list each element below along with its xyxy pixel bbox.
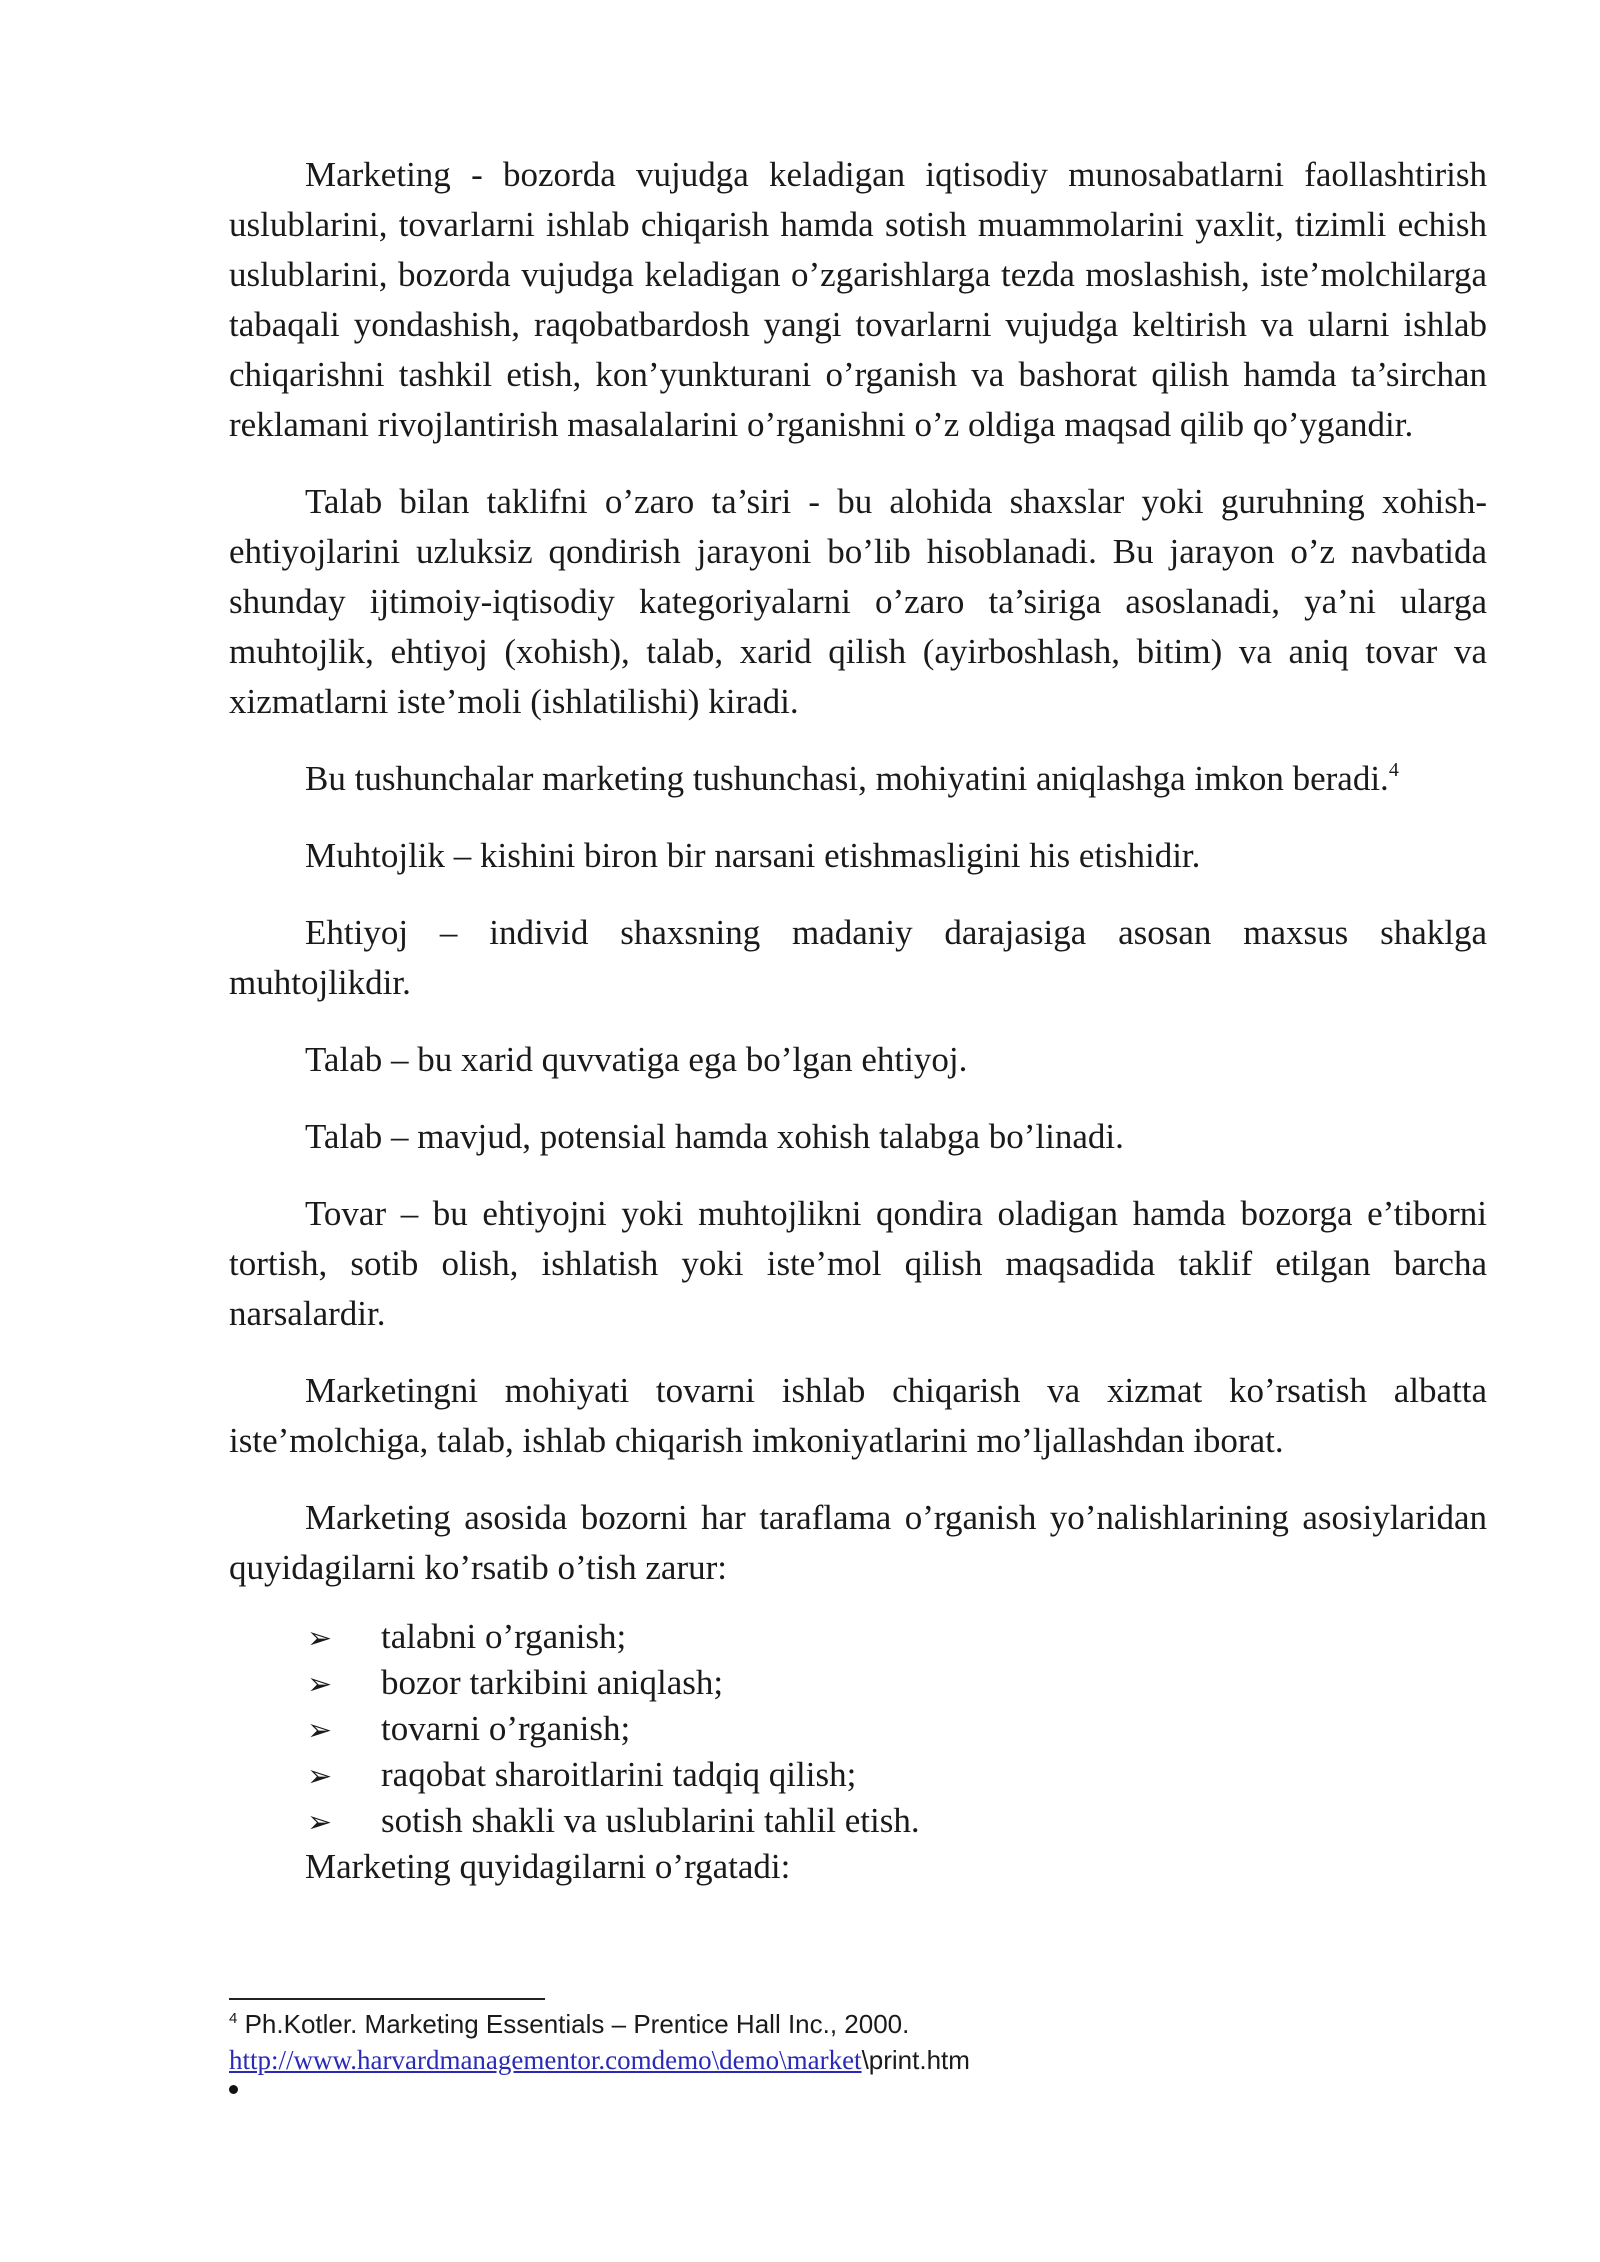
paragraph-supply-demand: Talab bilan taklifni o’zaro ta’siri - bu alohida shaxslar yoki guruhning xohish-ehtiyojlarini uzluksiz qondirish jarayoni bo’lib hisoblanadi. Bu jarayon o’z navbatida shunday ijtimoiy-iqtisodiy kategoriyalarni o’zaro ta’siriga asoslanadi, ya’ni ularga muhtojlik, ehtiyoj (xohish), talab, xarid qilish (ayirboshlash, bitim) va aniq tovar va xizmatlarni iste’moli (ishlatilishi) kiradi. bbox=[229, 482, 1487, 721]
footnote-reference[interactable]: 4 bbox=[1388, 759, 1399, 781]
research-directions-list bbox=[229, 1615, 1487, 1845]
paragraph-tovar: Tovar – bu ehtiyojni yoki muhtojlikni qondira oladigan hamda bozorga e’tiborni tortish, sotib olish, ishlatish yoki iste’mol qilish maqsadida taklif etilgan barcha narsalardir. bbox=[229, 1194, 1487, 1333]
paragraph-marketing-essence: Marketingni mohiyati tovarni ishlab chiqarish va xizmat ko’rsatish albatta iste’molchiga, talab, ishlab chiqarish imkoniyatlarini mo’ljallashdan iborat. bbox=[229, 1371, 1487, 1460]
paragraph-ehtiyoj: Ehtiyoj – individ shaxsning madaniy darajasiga asosan maxsus shaklga muhtojlikdir. bbox=[229, 913, 1487, 1002]
paragraph-concepts bbox=[229, 754, 1487, 804]
paragraph-research-directions: Marketing asosida bozorni har taraflama o’rganish yo’nalishlarining asosiylaridan quyidagilarni ko’rsatib o’tish zarur: bbox=[229, 1498, 1487, 1587]
list-item-text: talabni o’rganish; bbox=[381, 1617, 627, 1656]
list-item-text: raqobat sharoitlarini tadqiq qilish; bbox=[381, 1755, 857, 1794]
arrow-bullet-icon: ➢ bbox=[307, 1759, 333, 1794]
list-item-text: sotish shakli va uslublarini tahlil etish. bbox=[381, 1801, 920, 1840]
list-item-text: bozor tarkibini aniqlash; bbox=[381, 1663, 724, 1702]
paragraph-marketing-teaches: Marketing quyidagilarni o’rgatadi: bbox=[305, 1847, 791, 1886]
paragraph-talab-2: Talab – mavjud, potensial hamda xohish talabga bo’linadi. bbox=[305, 1117, 1124, 1156]
paragraph-marketing-definition: Marketing - bozorda vujudga keladigan iqtisodiy munosabatlarni faollashtirish uslublarini, tovarlarni ishlab chiqarish hamda sotish muammolarini yaxlit, tizimli echish uslublarini, bozorda vujudga keladigan o’zgarishlarga tezda moslashish, iste’molchilarga tabaqali yondashish, raqobatbardosh yangi tovarlarni vujudga keltirish va ularni ishlab chiqarishni tashkil etish, kon’yunkturani o’rganish va bashorat qilish hamda ta’sirchan reklamani rivojlantirish masalalarini o’rganishni o’z oldiga maqsad qilib qo’ygandir. bbox=[229, 155, 1487, 444]
list-item bbox=[307, 1707, 1487, 1753]
list-item bbox=[307, 1799, 1487, 1845]
paragraph-concepts-text: Bu tushunchalar marketing tushunchasi, mohiyatini aniqlashga imkon beradi. bbox=[305, 759, 1389, 798]
list-item bbox=[307, 1615, 1487, 1661]
arrow-bullet-icon: ➢ bbox=[307, 1713, 333, 1748]
footnote-separator bbox=[229, 1998, 545, 2000]
footnote-link[interactable]: http://www.harvardmanagementor.comdemo\demo\market bbox=[229, 2045, 862, 2075]
bullet-dot bbox=[229, 2085, 238, 2094]
footnote-suffix: \print.htm bbox=[861, 2045, 970, 2075]
arrow-bullet-icon: ➢ bbox=[307, 1805, 333, 1840]
paragraph-muhtojlik: Muhtojlik – kishini biron bir narsani etishmasligini his etishidir. bbox=[305, 836, 1201, 875]
list-item bbox=[307, 1753, 1487, 1799]
document-body bbox=[229, 150, 1487, 1889]
footnote-text: Ph.Kotler. Marketing Essentials – Prentice Hall Inc., 2000. bbox=[244, 2009, 910, 2039]
footnote bbox=[229, 2006, 1487, 2078]
list-item-text: tovarni o’rganish; bbox=[381, 1709, 631, 1748]
footnote-number: 4 bbox=[229, 2010, 238, 2027]
arrow-bullet-icon: ➢ bbox=[307, 1667, 333, 1702]
list-item bbox=[307, 1661, 1487, 1707]
paragraph-talab-1: Talab – bu xarid quvvatiga ega bo’lgan ehtiyoj. bbox=[305, 1040, 968, 1079]
arrow-bullet-icon: ➢ bbox=[307, 1621, 333, 1656]
